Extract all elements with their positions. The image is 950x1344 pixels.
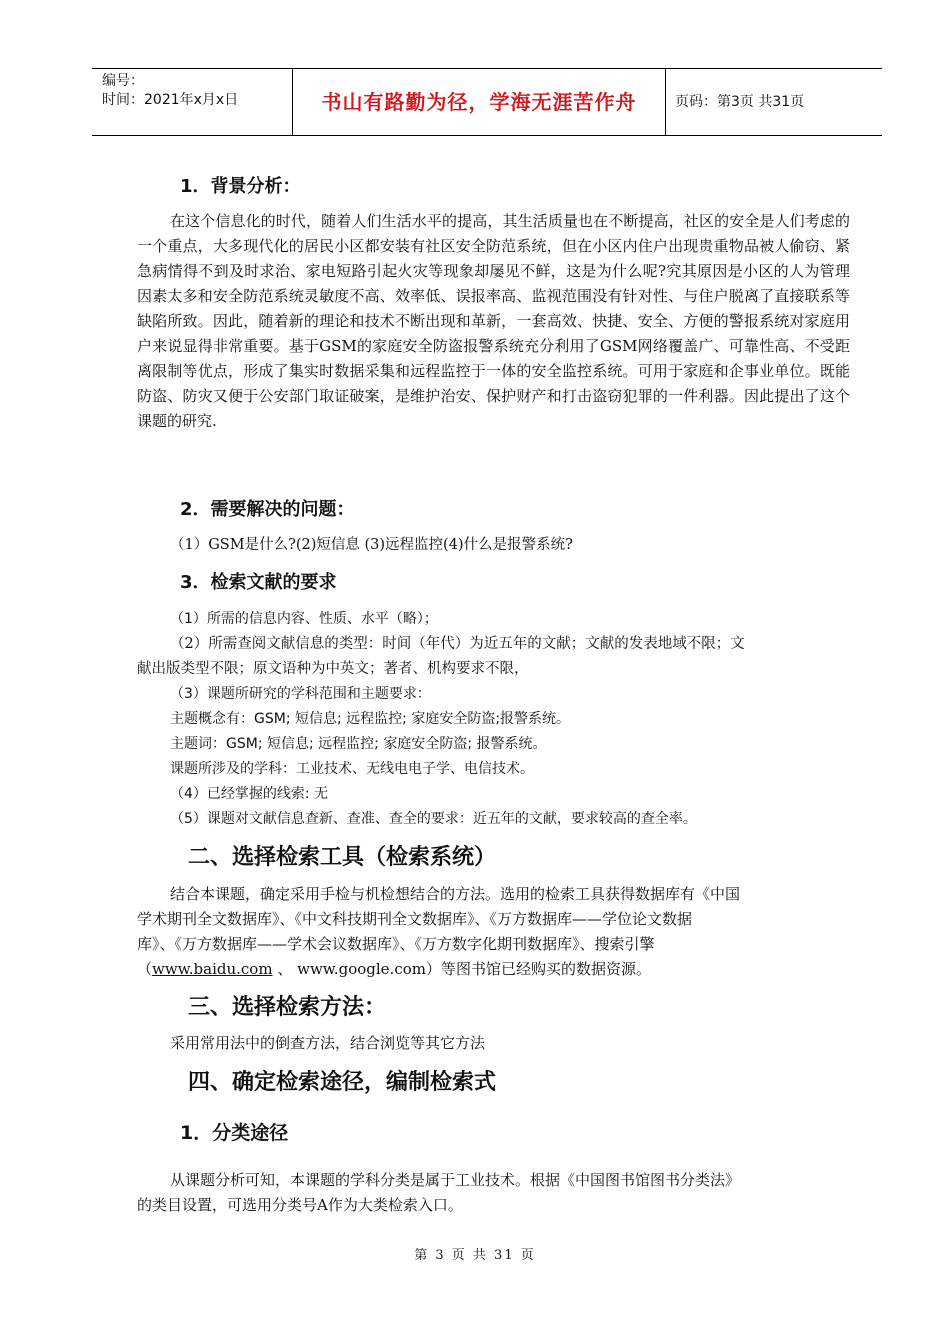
requirement-item: （1）所需的信息内容、性质、水平（略）； [170, 611, 438, 627]
requirement-item: （5）课题对文献信息查新、查准、查全的要求：近五年的文献，要求较高的查全率。 [170, 811, 697, 827]
tools-line-tail: 、 www.google.com）等图书馆已经购买的数据资源。 [272, 960, 651, 978]
document-number-label: 编号： [102, 73, 144, 89]
tools-line [137, 957, 651, 982]
requirement-item: 主题词：GSM; 短信息; 远程监控; 家庭安全防盗; 报警系统。 [170, 736, 547, 752]
part-two-title: 二、选择检索工具（检索系统） [188, 845, 497, 870]
section-problems-title: 2．需要解决的问题： [180, 499, 355, 520]
requirement-item: （2）所需查阅文献信息的类型：时间（年代）为近五年的文献；文献的发表地域不限；文 [170, 636, 745, 652]
method-text: 采用常用法中的倒查方法，结合浏览等其它方法 [170, 1034, 486, 1052]
problems-text: （1）GSM是什么?(2)短信息 (3)远程监控(4)什么是报警系统? [170, 537, 573, 553]
section-background-title: 1．背景分析： [180, 176, 301, 197]
document-time-label: 时间：2021年x月x日 [102, 92, 239, 108]
header-page-label: 页码：第3页 共31页 [675, 94, 805, 110]
classification-line: 的类目设置，可选用分类号A作为大类检索入口。 [137, 1196, 463, 1214]
requirement-item: （3）课题所研究的学科范围和主题要求： [170, 686, 431, 702]
requirement-item: （4）已经掌握的线索: 无 [170, 786, 329, 802]
section-requirements-title: 3．检索文献的要求 [180, 572, 337, 593]
header-motto: 书山有路勤为径，学海无涯苦作舟 [321, 90, 637, 114]
part-four-title: 四、确定检索途径，编制检索式 [188, 1070, 497, 1095]
requirement-item: 课题所涉及的学科：工业技术、无线电电子学、电信技术。 [170, 761, 534, 777]
baidu-link[interactable]: www.baidu.com [152, 960, 273, 978]
part-three-title: 三、选择检索方法： [188, 995, 387, 1020]
tools-line: 库》、《万方数据库——学术会议数据库》、《万方数字化期刊数据库》、搜索引擎 [137, 935, 655, 953]
paren-open: （ [137, 960, 153, 978]
classification-title: 1．分类途径 [180, 1122, 289, 1144]
tools-line: 结合本课题，确定采用手检与机检想结合的方法。选用的检索工具获得数据库有《中国 [170, 885, 741, 903]
requirement-item: 主题概念有：GSM; 短信息; 远程监控; 家庭安全防盗;报警系统。 [170, 711, 571, 727]
page-footer: 第 3 页 共 31 页 [414, 1248, 536, 1263]
tools-line: 学术期刊全文数据库》、《中文科技期刊全文数据库》、《万方数据库——学位论文数据 [137, 910, 693, 928]
classification-line: 从课题分析可知，本课题的学科分类是属于工业技术。根据《中国图书馆图书分类法》 [170, 1171, 741, 1189]
requirement-item: 献出版类型不限；原文语种为中英文；著者、机构要求不限， [137, 661, 529, 677]
background-paragraph: 在这个信息化的时代，随着人们生活水平的提高，其生活质量也在不断提高，社区的安全是人们考虑的一个重点，大多现代化的居民小区都安装有社区安全防范系统，但在小区内住户出现贵重物品被人偷窃、紧急病情得不到及时求治、家电短路引起火灾等现象却屡见不鲜，这是为什么呢?究其原因是小区的人为管理因素太多和安全防范系统灵敏度不高、效率低、误报率高、监视范围没有针对性、与住户脱离了直接联系等缺陷所致。因此，随着新的理论和技术不断出现和革新，一套高效、快捷、安全、方便的警报系统对家庭用户来说显得非常重要。基于GSM的家庭安全防盗报警系统充分利用了GSM网络覆盖广、可靠性高、不受距离限制等优点，形成了集实时数据采集和远程监控于一体的安全监控系统。可用于家庭和企事业单位。既能防盗、防灾又便于公安部门取证破案，是维护治安、保护财产和打击盗窃犯罪的一件利器。因此提出了这个课题的研究. [137, 212, 850, 430]
